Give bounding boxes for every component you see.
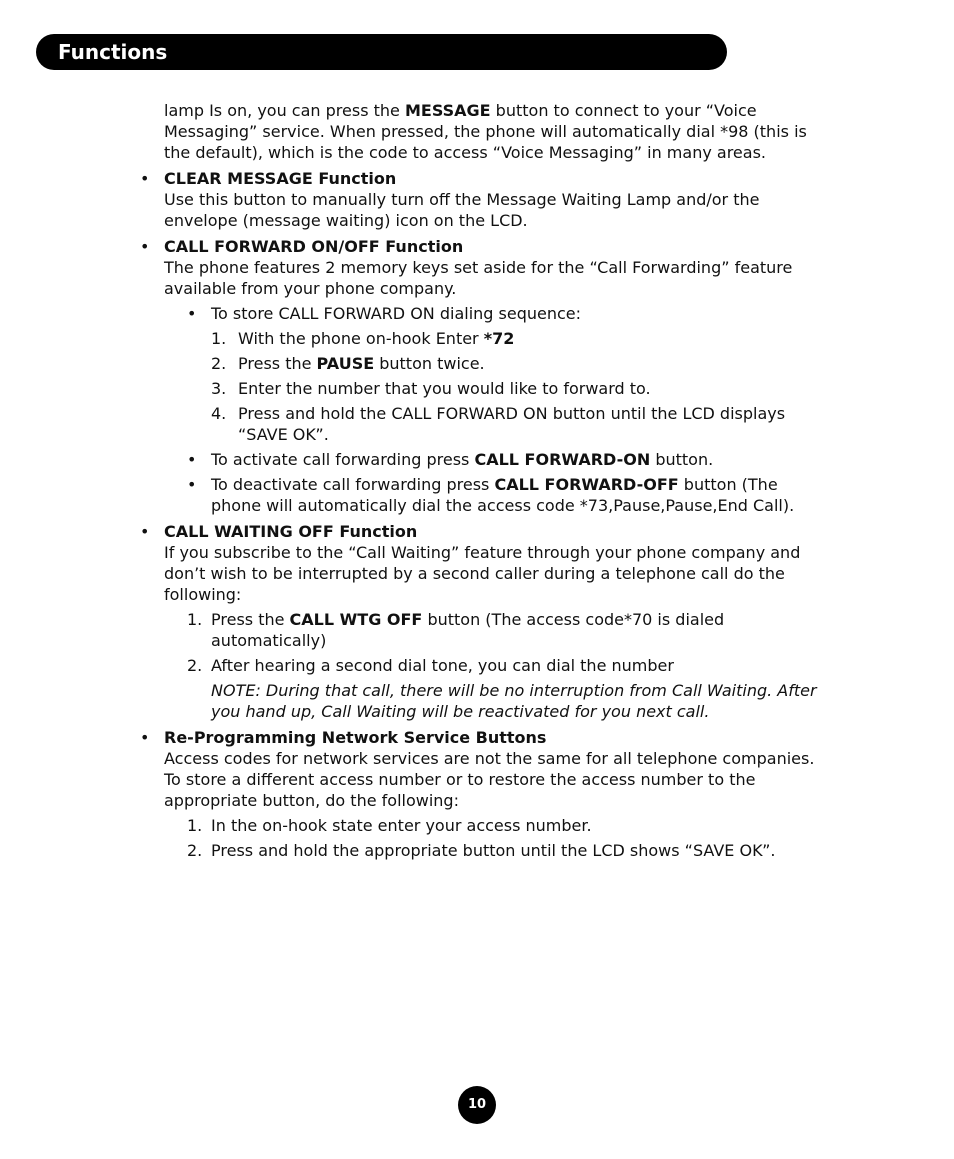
step-bold-wtg-off: CALL WTG OFF — [289, 610, 423, 629]
call-waiting-section — [140, 521, 830, 605]
call-forward-body: The phone features 2 memory keys set aside for the “Call Forwarding” feature available from your phone company. — [164, 258, 793, 298]
step-number: 1. — [187, 610, 203, 629]
page-number-badge: 10 — [458, 1086, 496, 1124]
step-text: Press and hold the CALL FORWARD ON button until the LCD displays “SAVE OK”. — [238, 404, 786, 444]
clear-message-section — [140, 168, 830, 231]
call-forward-activate-item — [140, 449, 830, 470]
reprogramming-body: Access codes for network services are not the same for all telephone companies. To store a different access number or to restore the access number to the appropriate button, do the following: — [164, 749, 815, 810]
step-number: 4. — [211, 404, 227, 423]
item-text: button. — [650, 450, 714, 469]
item-bold-forward-on: CALL FORWARD-ON — [474, 450, 651, 469]
call-waiting-note: NOTE: During that call, there will be no interruption from Call Waiting. After you hand up, Call Waiting will be reactivated for you next call. — [211, 681, 817, 721]
clear-message-body: Use this button to manually turn off the Message Waiting Lamp and/or the envelope (message waiting) icon on the LCD. — [164, 190, 760, 230]
call-forward-step-1 — [140, 328, 830, 349]
bullet-icon: • — [140, 237, 150, 256]
step-number: 2. — [211, 354, 227, 373]
bullet-icon: • — [140, 728, 150, 747]
call-forward-step-2 — [140, 353, 830, 374]
call-waiting-step-2 — [140, 655, 830, 676]
bullet-icon: • — [187, 304, 197, 323]
call-waiting-title: CALL WAITING OFF Function — [164, 522, 418, 541]
item-bold-forward-off: CALL FORWARD-OFF — [494, 475, 679, 494]
item-text: To activate call forwarding press — [211, 450, 475, 469]
step-number: 3. — [211, 379, 227, 398]
reprogramming-section — [140, 727, 830, 811]
item-text: To deactivate call forwarding press — [211, 475, 495, 494]
step-text: Press and hold the appropriate button until the LCD shows “SAVE OK”. — [211, 841, 776, 860]
step-text: button twice. — [374, 354, 485, 373]
call-forward-title: CALL FORWARD ON/OFF Function — [164, 237, 464, 256]
bullet-icon: • — [140, 169, 150, 188]
step-number: 1. — [187, 816, 203, 835]
step-number: 2. — [187, 841, 203, 860]
call-forward-step-3 — [140, 378, 830, 399]
call-forward-store-intro: To store CALL FORWARD ON dialing sequence: — [211, 304, 582, 323]
step-bold-code: *72 — [483, 329, 515, 348]
intro-bold-message: MESSAGE — [404, 101, 491, 120]
step-text: Enter the number that you would like to forward to. — [238, 379, 651, 398]
call-forward-deactivate-item — [140, 474, 830, 516]
step-bold-pause: PAUSE — [316, 354, 375, 373]
step-number: 1. — [211, 329, 227, 348]
bullet-icon: • — [187, 450, 197, 469]
reprogramming-step-1 — [140, 815, 830, 836]
intro-text-post: button to connect to your “Voice Messaging” service. When pressed, the phone will automatically dial *98 (this is the default), which is the code to access “Voice Messaging” in many areas. — [164, 101, 807, 162]
reprogramming-step-2 — [140, 840, 830, 861]
call-forward-store-item — [140, 303, 830, 324]
step-text: After hearing a second dial tone, you can dial the number — [211, 656, 674, 675]
call-waiting-step-1 — [140, 609, 830, 651]
step-text: button (The access code*70 is dialed automatically) — [211, 610, 725, 650]
page-content — [140, 100, 830, 861]
step-text: Press the — [238, 354, 317, 373]
bullet-icon: • — [140, 522, 150, 541]
step-text: Press the — [211, 610, 290, 629]
section-title: Functions — [58, 40, 168, 64]
clear-message-title: CLEAR MESSAGE Function — [164, 169, 397, 188]
step-text: With the phone on-hook Enter — [238, 329, 484, 348]
call-waiting-body: If you subscribe to the “Call Waiting” feature through your phone company and don’t wish to be interrupted by a second caller during a telephone call do the following: — [164, 543, 801, 604]
item-text: button (The phone will automatically dial the access code *73,Pause,Pause,End Call). — [211, 475, 795, 515]
reprogramming-title: Re-Programming Network Service Buttons — [164, 728, 547, 747]
intro-paragraph — [164, 100, 830, 163]
call-forward-section — [140, 236, 830, 299]
bullet-icon: • — [187, 475, 197, 494]
call-forward-step-4 — [140, 403, 830, 445]
intro-text-pre: lamp Is on, you can press the — [164, 101, 405, 120]
step-text: In the on-hook state enter your access number. — [211, 816, 592, 835]
section-header-bar — [36, 34, 727, 70]
step-number: 2. — [187, 656, 203, 675]
